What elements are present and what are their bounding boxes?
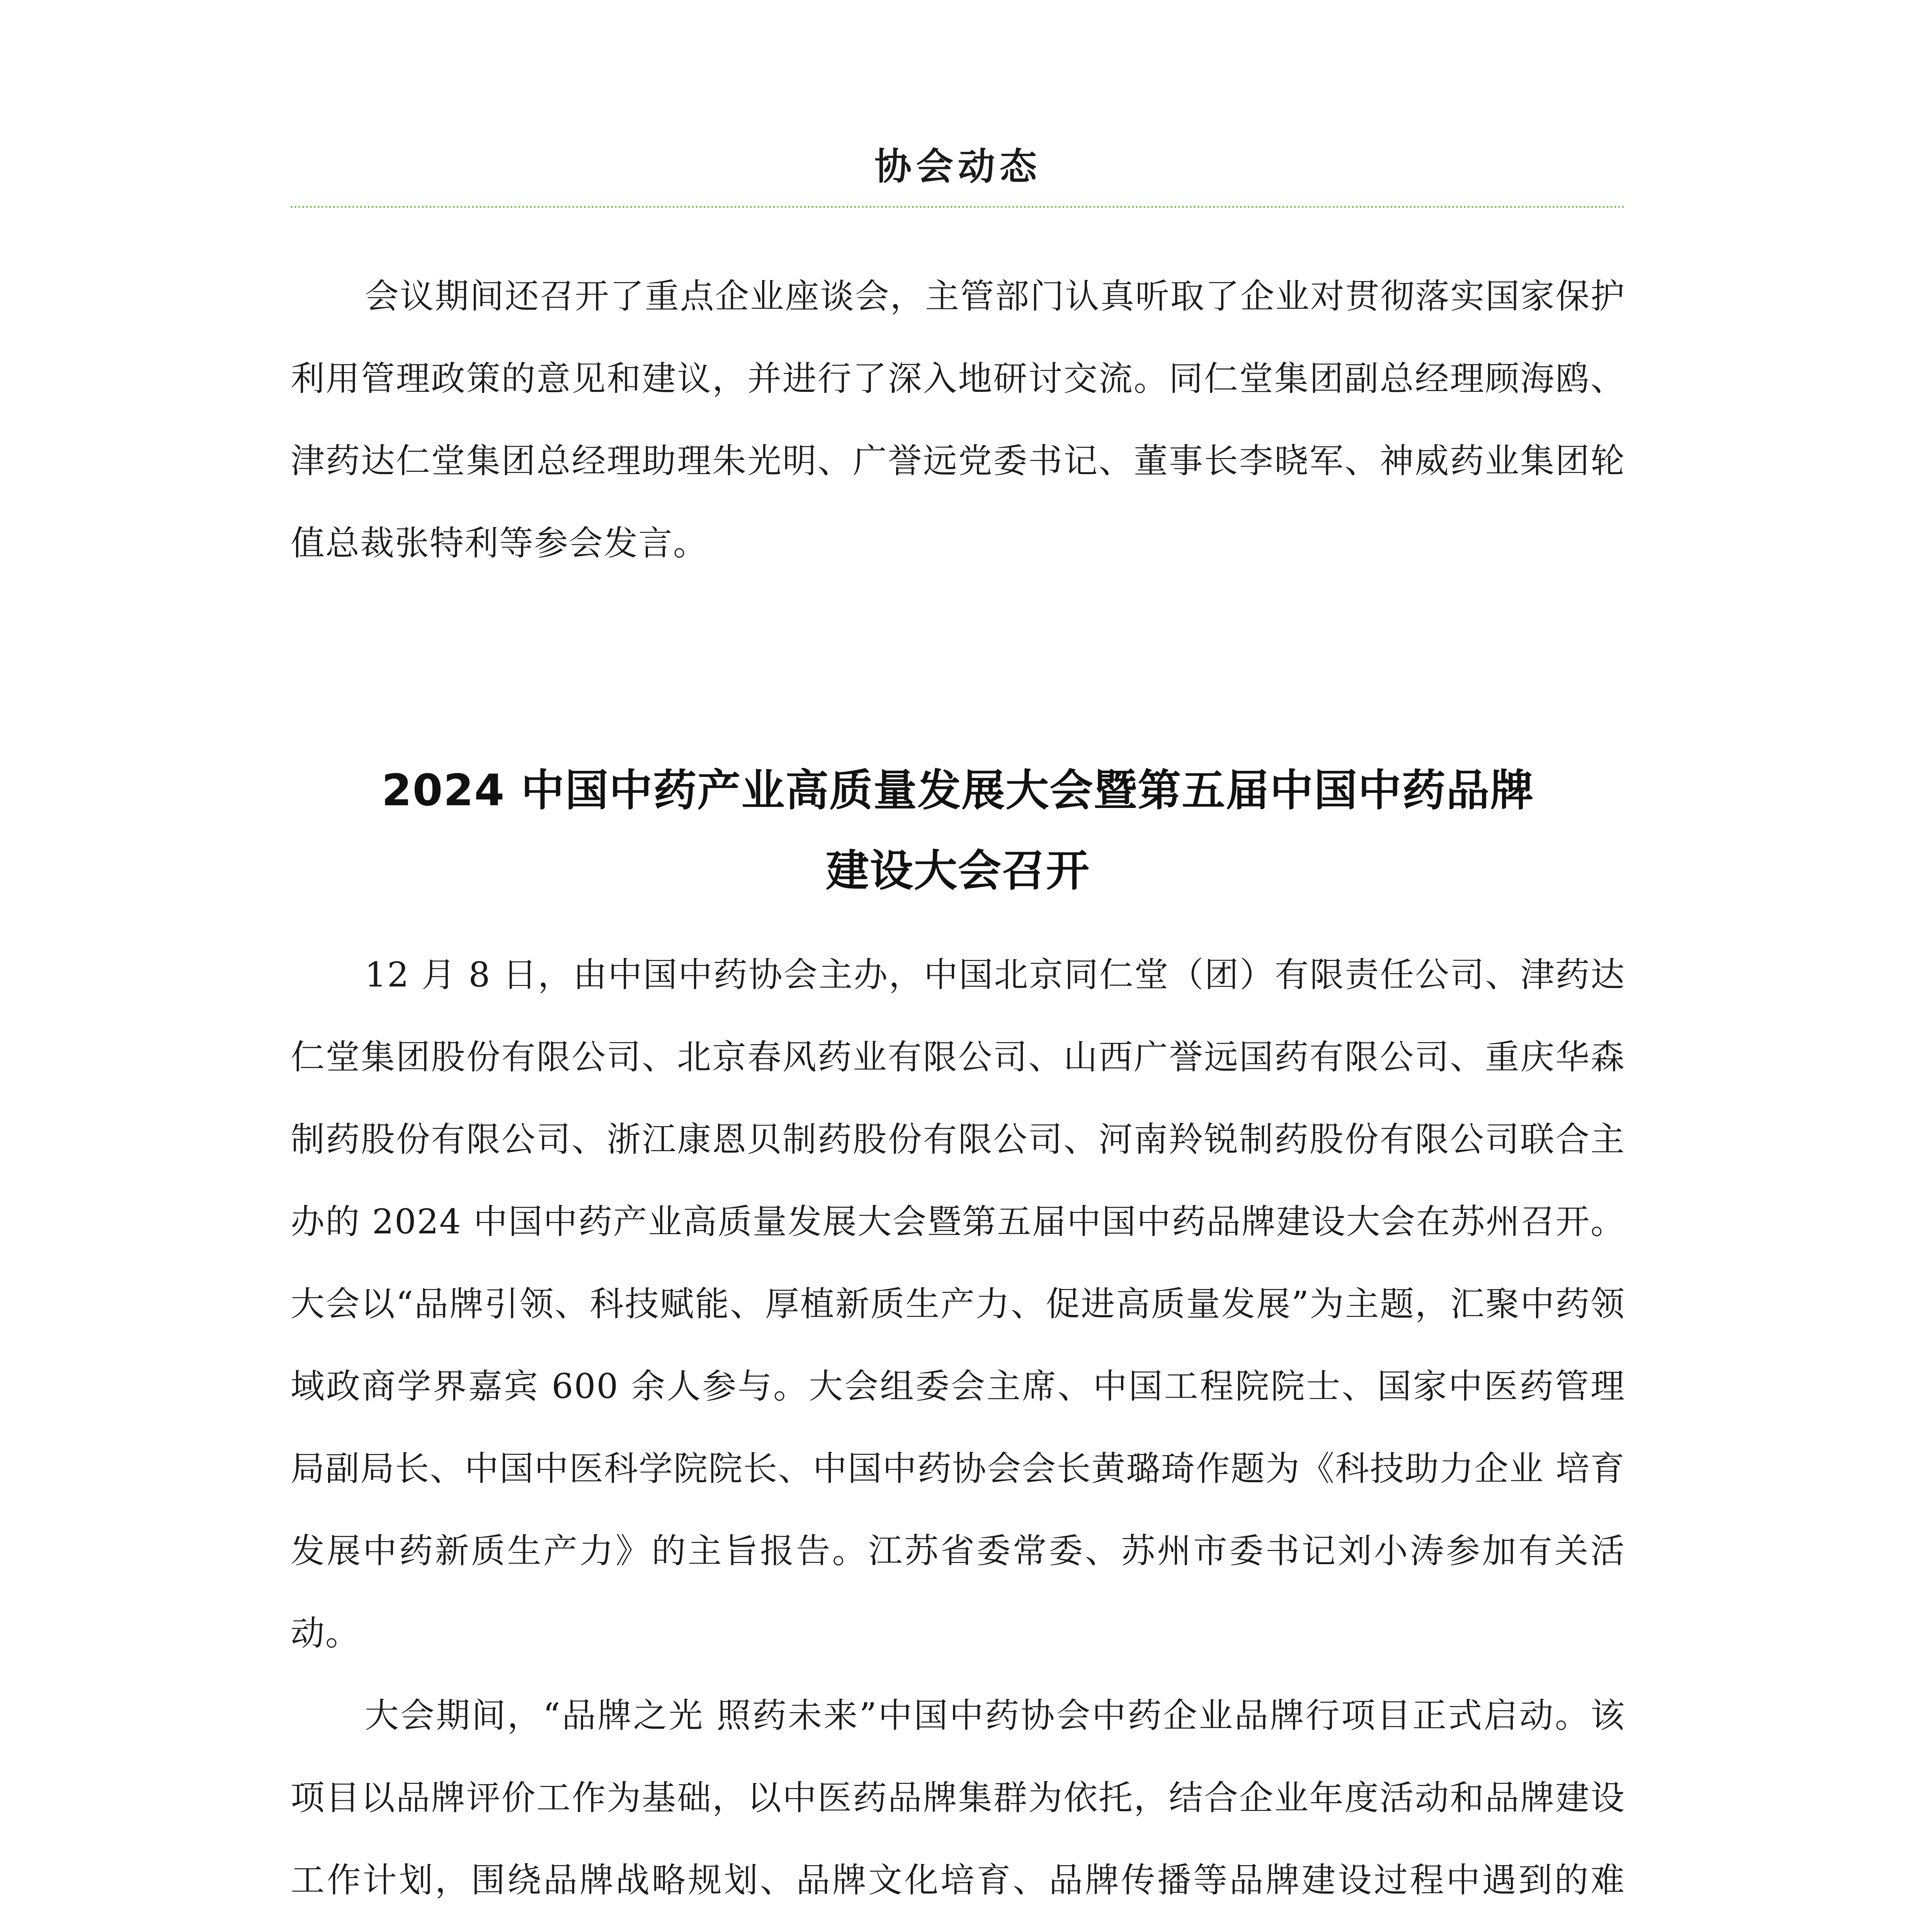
section-header: 协会动态: [874, 145, 1041, 188]
page-content: [291, 255, 1625, 1932]
article-title: [291, 750, 1625, 911]
article-paragraph-1: 12 月 8 日，由中国中药协会主办，中国北京同仁堂（团）有限责任公司、津药达仁堂集团股份有限公司、北京春风药业有限公司、山西广誉远国药有限公司、重庆华森制药股份有限公司、浙江康恩贝制药股份有限公司、河南羚锐制药股份有限公司联合主办的 2024 中国中药产业高质量发展大会暨第五届中国中药品牌建设大会在苏州召开。大会以“品牌引领、科技赋能、厚植新质生产力、促进高质量发展”为主题，汇聚中药领域政商学界嘉宾 600 余人参与。大会组委会主席、中国工程院院士、国家中医药管理局副局长、中国中医科学院院长、中国中药协会会长黄璐琦作题为《科技助力企业 培育发展中药新质生产力》的主旨报告。江苏省委常委、苏州市委书记刘小涛参加有关活动。: [291, 955, 1625, 1653]
article-title-line-2: 建设大会召开: [826, 846, 1090, 896]
article-paragraph-2: 大会期间，“品牌之光 照药未来”中国中药协会中药企业品牌行项目正式启动。该项目以品牌评价工作为基础，以中医药品牌集群为依托，结合企业年度活动和品牌建设工作计划，围绕品牌战略规划、品牌文化培育、品牌传播等品牌建设过程中遇到的难: [291, 1696, 1625, 1900]
article-title-line-1: 2024 中国中药产业高质量发展大会暨第五届中国中药品牌: [381, 765, 1534, 816]
header-divider: [291, 206, 1625, 208]
intro-paragraph: 会议期间还召开了重点企业座谈会，主管部门认真听取了企业对贯彻落实国家保护利用管理政策的意见和建议，并进行了深入地研讨交流。同仁堂集团副总经理顾海鸥、津药达仁堂集团总经理助理朱光明、广誉远党委书记、董事长李晓军、神威药业集团轮值总裁张特利等参会发言。: [291, 276, 1625, 563]
